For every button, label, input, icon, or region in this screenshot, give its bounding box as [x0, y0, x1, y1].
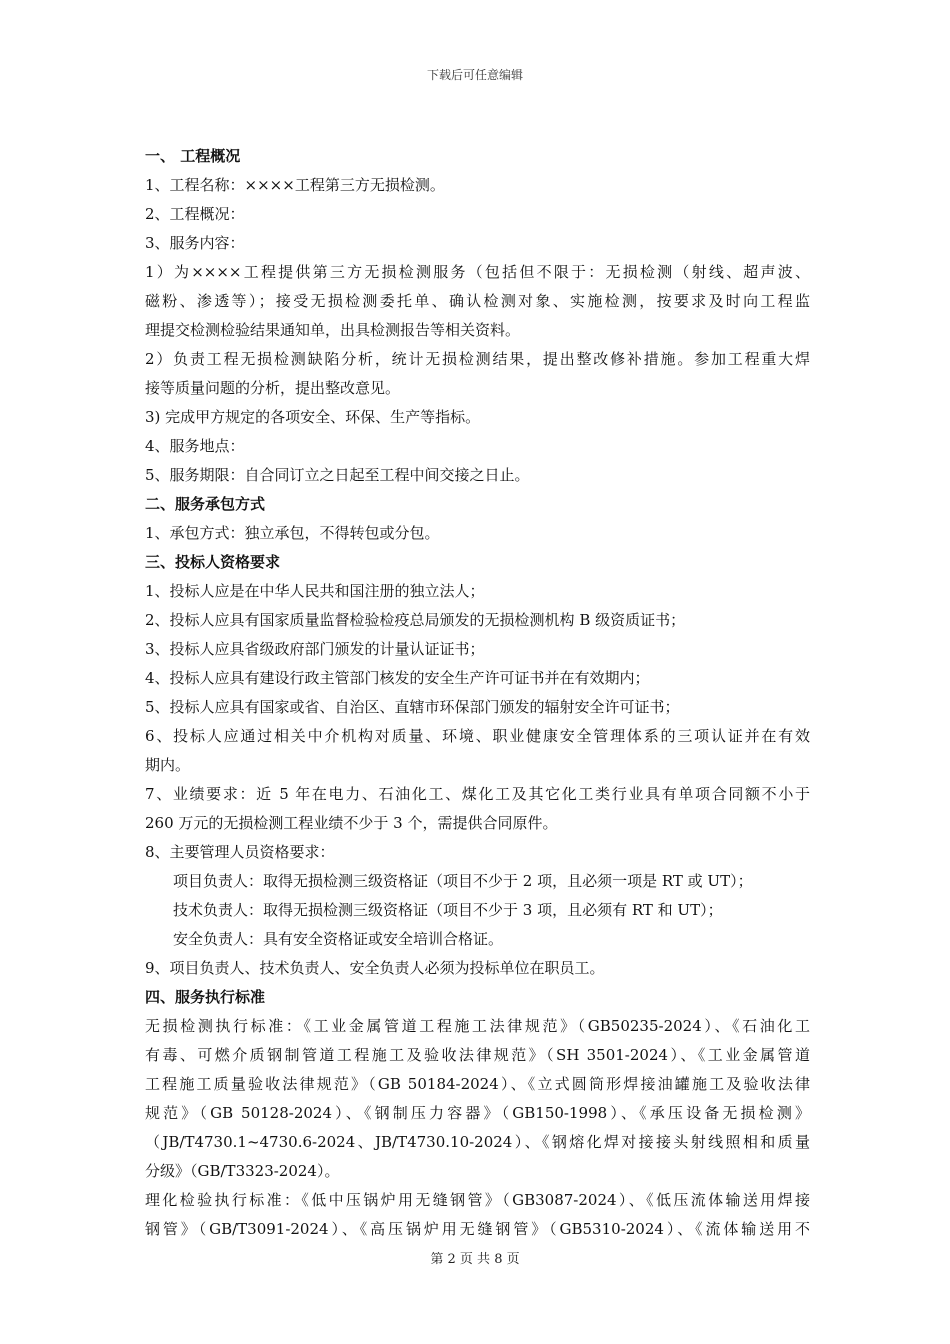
text-line: 钢管》（GB/T3091-2024）、《高压锅炉用无缝钢管》（GB5310-2024）、《流体输送用不	[145, 1220, 810, 1238]
text-line: 5、服务期限：自合同订立之日起至工程中间交接之日止。	[145, 466, 530, 484]
text-line: 7、业绩要求：近 5 年在电力、石油化工、煤化工及其它化工类行业具有单项合同额不小于	[145, 785, 810, 803]
text-line: 3) 完成甲方规定的各项安全、环保、生产等指标。	[145, 408, 481, 426]
text-line: 无损检测执行标准：《工业金属管道工程施工法律规范》（GB50235-2024）、《石油化工	[145, 1017, 810, 1035]
text-line: 1、承包方式：独立承包，不得转包或分包。	[145, 524, 440, 542]
section-heading: 三、投标人资格要求	[145, 553, 281, 571]
text-line: 磁粉、渗透等）；接受无损检测委托单、确认检测对象、实施检测，按要求及时向工程监	[145, 292, 810, 310]
text-line: 2、投标人应具有国家质量监督检验检疫总局颁发的无损检测机构 B 级资质证书；	[145, 611, 686, 629]
text-line: 4、投标人应具有建设行政主管部门核发的安全生产许可证书并在有效期内；	[145, 669, 650, 687]
text-line: 9、项目负责人、技术负责人、安全负责人必须为投标单位在职员工。	[145, 959, 605, 977]
text-line: 1）为××××工程提供第三方无损检测服务（包括但不限于：无损检测（射线、超声波、	[145, 263, 810, 281]
text-line: 技术负责人：取得无损检测三级资格证（项目不少于 3 项，且必须有 RT 和 UT）；	[173, 901, 723, 919]
text-line: 2）负责工程无损检测缺陷分析，统计无损检测结果，提出整改修补措施。参加工程重大焊	[145, 350, 810, 368]
text-line: 260 万元的无损检测工程业绩不少于 3 个，需提供合同原件。	[145, 814, 558, 832]
document-body	[145, 142, 810, 1244]
text-line: 有毒、可燃介质钢制管道工程施工及验收法律规范》（SH 3501-2024）、《工业金属管道	[145, 1046, 810, 1064]
text-line: 2、工程概况：	[145, 205, 245, 223]
text-line: 5、投标人应具有国家或省、自治区、直辖市环保部门颁发的辐射安全许可证书；	[145, 698, 680, 716]
text-line: 工程施工质量验收法律规范》（GB 50184-2024）、《立式圆筒形焊接油罐施工及验收法律	[145, 1075, 810, 1093]
section-heading: 四、服务执行标准	[145, 988, 266, 1006]
text-line: 分级》（GB/T3323-2024）。	[145, 1162, 340, 1180]
text-line: 理提交检测检验结果通知单，出具检测报告等相关资料。	[145, 321, 521, 339]
text-line: 1、投标人应是在中华人民共和国注册的独立法人；	[145, 582, 485, 600]
page-header: 下载后可任意编辑	[426, 68, 523, 82]
text-line: 3、服务内容：	[145, 234, 245, 252]
text-line: 理化检验执行标准：《低中压锅炉用无缝钢管》（GB3087-2024）、《低压流体输送用焊接	[145, 1191, 810, 1209]
text-line: 规范》（GB 50128-2024）、《钢制压力容器》（GB150-1998）、《承压设备无损检测》	[145, 1104, 810, 1122]
text-line: 接等质量问题的分析，提出整改意见。	[145, 379, 401, 397]
section-heading: 二、服务承包方式	[145, 495, 266, 513]
text-line: 6、投标人应通过相关中介机构对质量、环境、职业健康安全管理体系的三项认证并在有效	[145, 727, 810, 745]
text-line: 期内。	[145, 756, 191, 774]
text-line: 安全负责人：具有安全资格证或安全培训合格证。	[173, 930, 504, 948]
text-line: 项目负责人：取得无损检测三级资格证（项目不少于 2 项，且必须一项是 RT 或 UT）；	[173, 872, 753, 890]
text-line: 1、工程名称：××××工程第三方无损检测。	[145, 176, 445, 194]
page-footer: 第 2 页 共 8 页	[430, 1252, 520, 1267]
text-line: （JB/T4730.1~4730.6-2024、JB/T4730.10-2024）、《钢熔化焊对接接头射线照相和质量	[145, 1133, 810, 1151]
text-line: 4、服务地点：	[145, 437, 245, 455]
text-line: 8、主要管理人员资格要求：	[145, 843, 335, 861]
section-heading: 一、 工程概况	[145, 147, 241, 165]
text-line: 3、投标人应具省级政府部门颁发的计量认证证书；	[145, 640, 485, 658]
